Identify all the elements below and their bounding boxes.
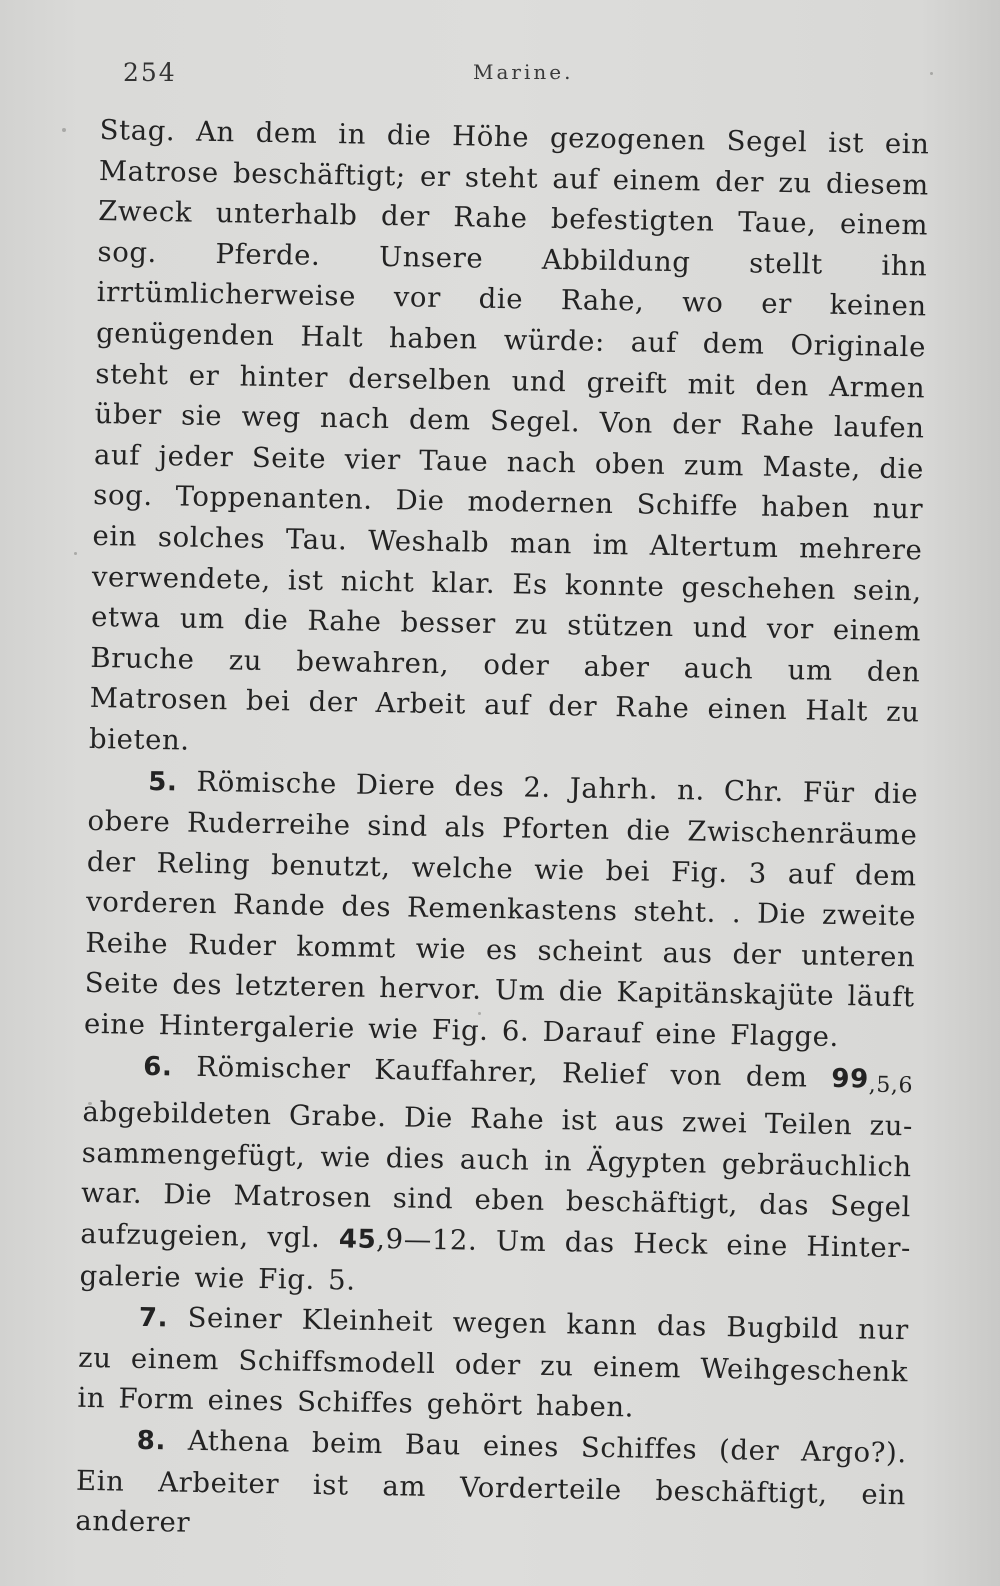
plate-reference-figures: ,9—12. [376, 1223, 478, 1257]
paragraph-text: Athena beim Bau eines Schiffes (der Argo?). Ein Arbeiter ist am Vorderteile beschäftigt, ein anderer [75, 1424, 907, 1539]
figure-number: 6. [143, 1051, 173, 1083]
paragraph-text: Stag. An dem in die Höhe gezogenen Segel ist ein Matrose beschäftigt; er steht auf einem der zu diesem Zweck unterhalb der Rahe befestigten Taue, einem sog. Pferde. Unsere Abbildung stellt ihn irrtümlicherweise vor die Rahe, wo er keinen genügenden Halt haben würde: auf dem Originale steht er hinter derselben und greift mit den Armen über sie weg nach dem Segel. Von der Rahe laufen auf jeder Seite vier Taue nach oben zum Maste, die sog. Toppenanten. Die modernen Schiffe haben nur ein solches Tau. Weshalb man im Altertum mehrere verwendete, ist nicht klar. Es konnte geschehen sein, etwa um die Rahe besser zu stützen und vor einem Bruche zu bewahren, oder aber auch um den Matrosen bei der Arbeit auf der Rahe einen Halt zu bieten. [88, 113, 930, 757]
paragraph-fig-8 [75, 1419, 907, 1556]
paper-speck [74, 552, 77, 555]
page-header [123, 58, 913, 94]
paragraph-text: Seiner Kleinheit wegen kann das Bugbild nur zu einem Schiffsmodell oder zu einem Weihgeschenk in Form eines Schiffes gehört haben. [77, 1301, 910, 1424]
paragraph-fig-6 [79, 1045, 913, 1311]
paper-speck [930, 72, 933, 75]
plate-reference: 45 [338, 1224, 377, 1256]
paper-speck [88, 1102, 92, 1105]
figure-number: 5. [148, 766, 178, 797]
paragraph-text: Römischer Kauffahrer, Relief von dem [196, 1050, 832, 1094]
paragraph-text: Römische Diere des 2. Jahrh. n. Chr. Für die obere Ruderreihe sind als Pforten die Zwischenräume der Reling benutzt, welche wie bei Fig. 3 auf dem vorderen Rande des Remenkastens steht. . Die zweite Reihe Ruder kommt wie es scheint aus der unteren Seite des letzteren hervor. Um die Kapitänskajüte läuft eine Hintergalerie wie Fig. 6. Darauf eine Flagge. [83, 765, 919, 1054]
page-number: 254 [123, 58, 177, 87]
plate-reference-figures: ,5,6 [868, 1072, 914, 1098]
figure-number: 8. [136, 1425, 167, 1457]
paragraph-fig-7 [77, 1296, 909, 1433]
running-head: Marine. [473, 60, 574, 84]
paragraph-continuation [89, 110, 930, 774]
paragraph-text: Um das Heck eine Hintergalerie wie Fig. 5. [79, 1224, 911, 1297]
figure-number: 7. [138, 1303, 169, 1334]
paragraph-fig-5 [84, 759, 919, 1059]
paragraph-text: abgebildeten Grabe. Die Rahe ist aus zwei Teilen zusammengefügt, wie dies auch in Ägypten gebräuchlich war. Die Matrosen sind eben beschäftigt, das Segel aufzugeien, vgl. [80, 1096, 913, 1255]
paper-speck [62, 128, 66, 132]
plate-reference: 99 [831, 1063, 870, 1095]
body-text [75, 110, 930, 1556]
paper-speck [478, 1012, 481, 1015]
